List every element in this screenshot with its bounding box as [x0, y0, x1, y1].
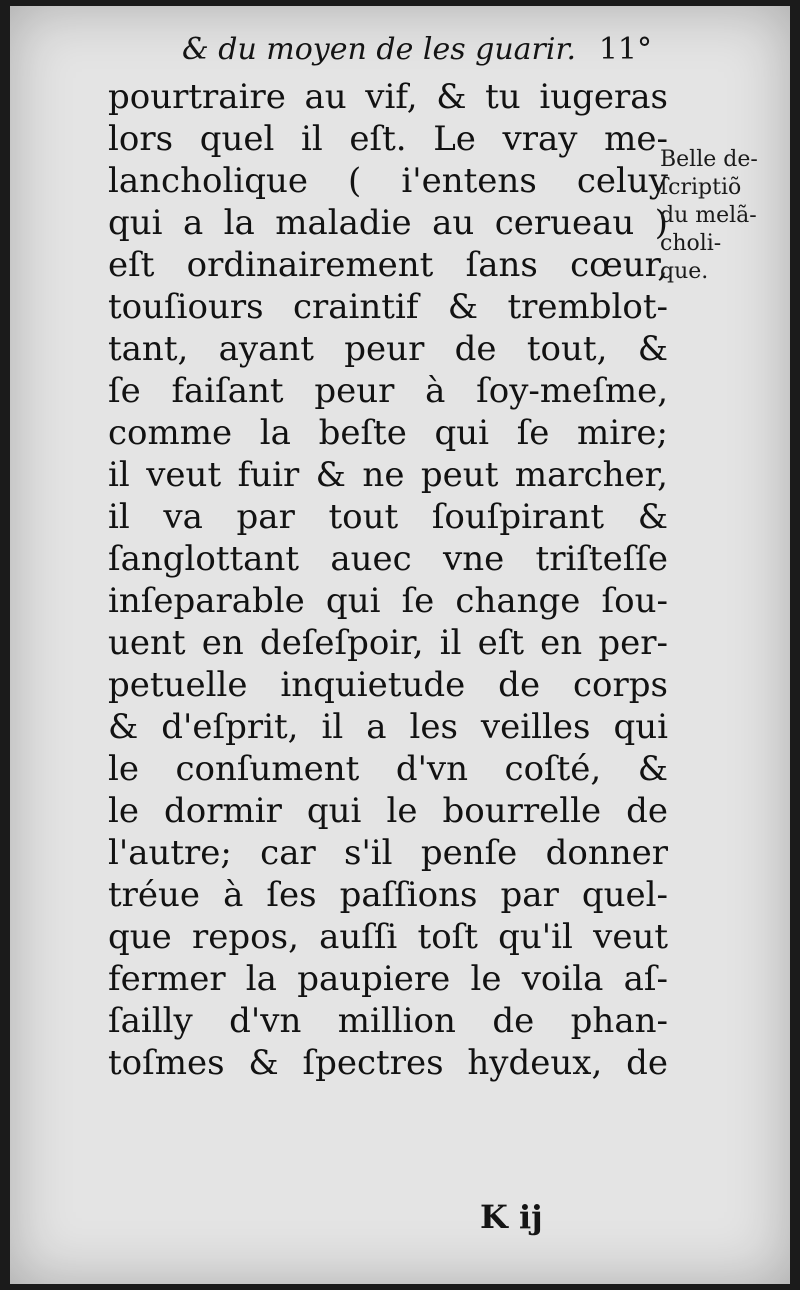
text-line: inſeparable qui ſe change ſou-: [108, 581, 668, 621]
text-line: le conſument d'vn coſté, &: [108, 749, 668, 789]
text-line: lors quel il eſt. Le vray me-: [108, 119, 668, 159]
text-line: & d'eſprit, il a les veilles qui: [108, 707, 668, 747]
text-line: tant, ayant peur de tout, &: [108, 329, 668, 369]
text-line: ſanglottant auec vne triſteſſe: [108, 539, 668, 579]
header-title: & du moyen de les guarir.: [182, 32, 577, 67]
text-line: touſiours craintif & tremblot-: [108, 287, 668, 327]
text-line: l'autre; car s'il penſe donner: [108, 833, 668, 873]
text-line: que repos, auſſi toſt qu'il veut: [108, 917, 668, 957]
text-line: le dormir qui le bourrelle de: [108, 791, 668, 831]
text-line: qui a la maladie au cerueau ): [108, 203, 668, 243]
text-line: petuelle inquietude de corps: [108, 665, 668, 705]
text-line: lancholique ( i'entens celuy: [108, 161, 668, 201]
page-number: 11°: [598, 32, 652, 67]
text-line: il va par tout ſouſpirant &: [108, 497, 668, 537]
body-text: [108, 76, 668, 1084]
running-header: [182, 28, 652, 78]
text-line: ſailly d'vn million de phan-: [108, 1001, 668, 1041]
margin-note-line: choli-: [660, 231, 722, 256]
text-line: il veut fuir & ne peut marcher,: [108, 455, 668, 495]
margin-note-line: ſcriptiõ: [660, 175, 742, 200]
text-line: tréue à ſes paſſions par quel-: [108, 875, 668, 915]
text-line: toſmes & ſpectres hydeux, de: [108, 1043, 668, 1083]
text-line: pourtraire au vif, & tu iugeras: [108, 77, 668, 117]
text-line: ſe faiſant peur à ſoy-meſme,: [108, 371, 668, 411]
text-line: fermer la paupiere le voila aſ-: [108, 959, 668, 999]
margin-note-line: Belle de-: [660, 147, 758, 172]
margin-note: [660, 146, 790, 286]
text-line: comme la beſte qui ſe mire;: [108, 413, 668, 453]
text-line: eſt ordinairement ſans cœur,: [108, 245, 668, 285]
text-line: uent en deſeſpoir, il eſt en per-: [108, 623, 668, 663]
margin-note-line: du melã-: [660, 203, 757, 228]
margin-note-line: que.: [660, 259, 709, 284]
signature-mark: K ij: [480, 1198, 543, 1236]
book-page: [10, 6, 790, 1284]
